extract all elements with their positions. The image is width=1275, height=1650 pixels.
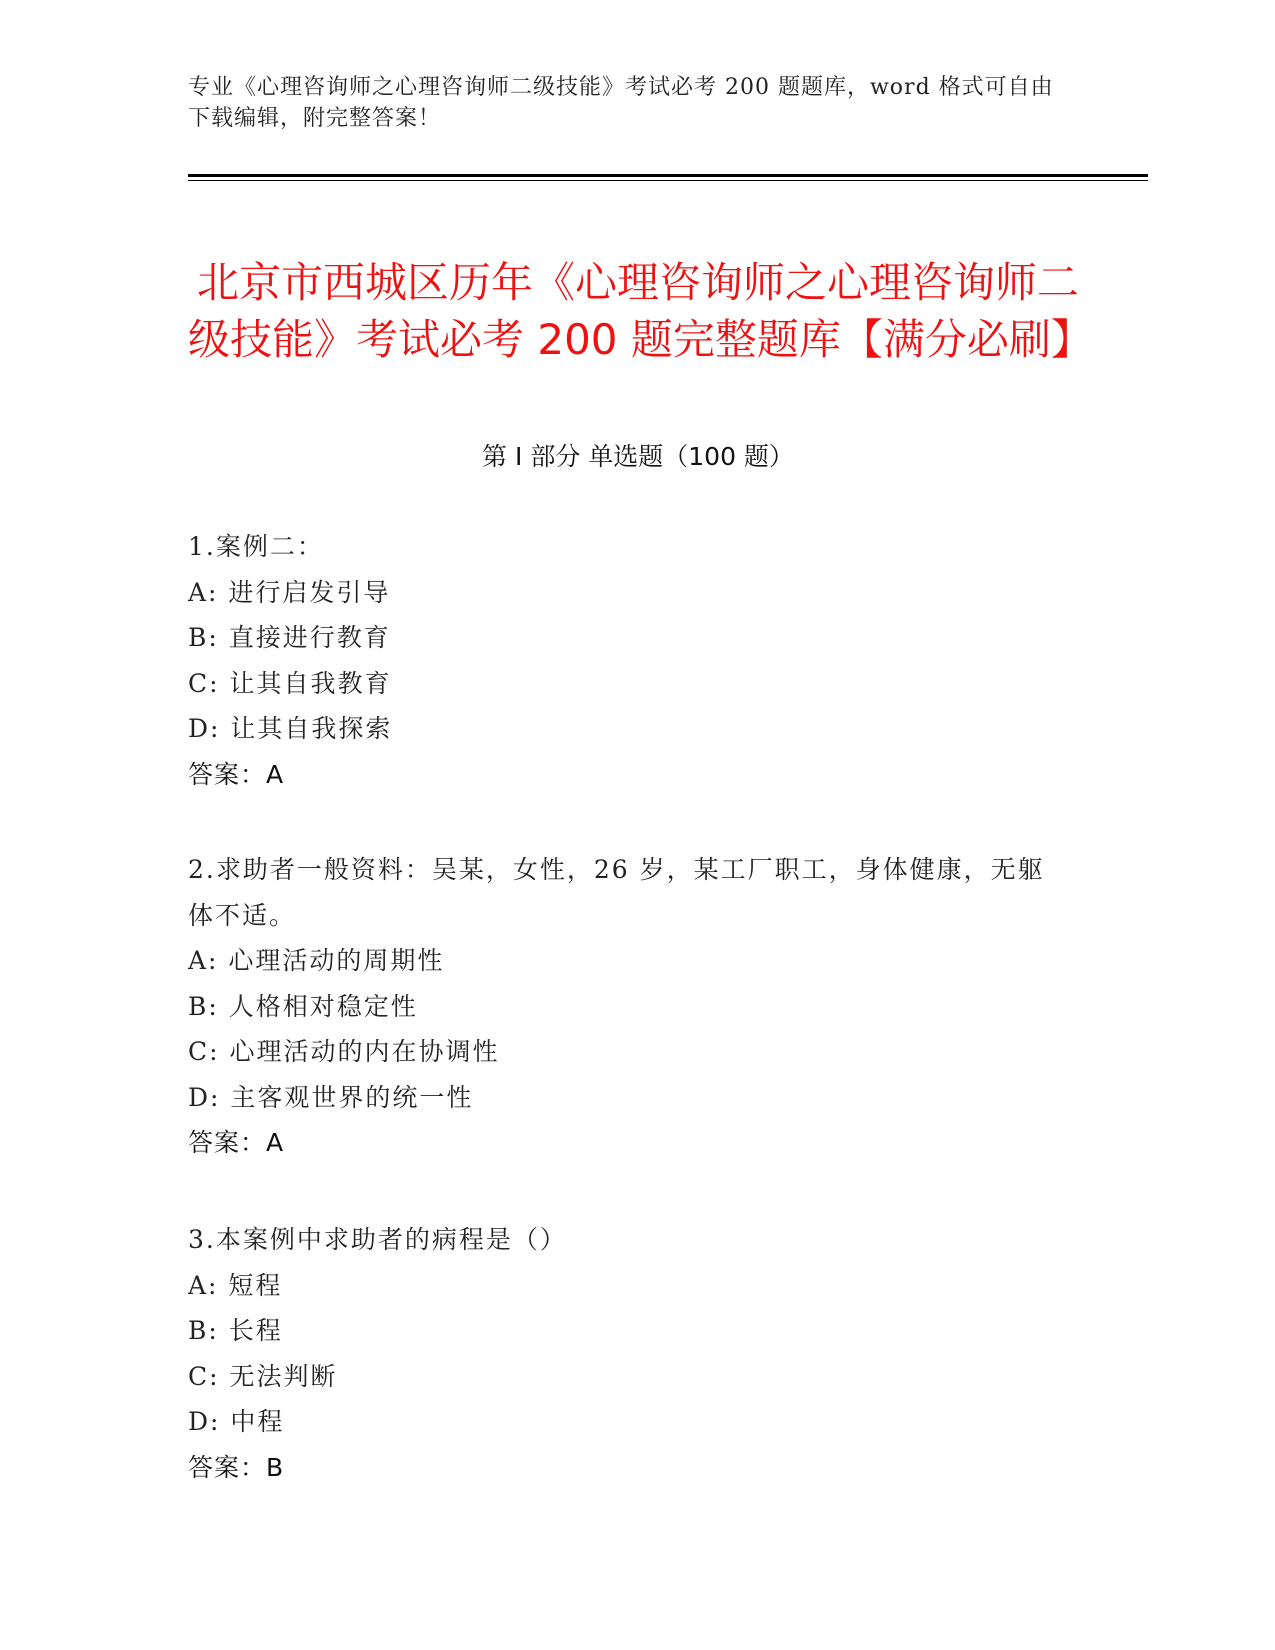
document-intro: 专业《心理咨询师之心理咨询师二级技能》考试必考 200 题题库，word 格式可自由下载编辑，附完整答案！ — [188, 75, 1054, 131]
answer: 答案：B — [188, 1452, 285, 1482]
option-c: C: 让其自我教育 — [188, 668, 392, 698]
option-a: A: 短程 — [188, 1270, 283, 1300]
question-stem: 1.案例二： — [188, 532, 324, 561]
question-stem: 3.本案例中求助者的病程是（） — [188, 1225, 567, 1254]
option-d: D: 让其自我探索 — [188, 714, 393, 743]
question-block-2 — [188, 847, 1068, 1166]
document-title: 北京市西城区历年《心理咨询师之心理咨询师二级技能》考试必考 200 题完整题库【满分必刷】 — [188, 258, 1093, 365]
option-a: A: 进行启发引导 — [188, 577, 391, 607]
option-c: C: 无法判断 — [188, 1361, 338, 1391]
option-b: B: 人格相对稳定性 — [188, 991, 418, 1021]
question-block-3 — [188, 1217, 1068, 1490]
option-a: A: 心理活动的周期性 — [188, 946, 445, 975]
question-stem: 2.求助者一般资料：吴某，女性，26 岁，某工厂职工，身体健康，无躯体不适。 — [188, 855, 1045, 930]
header-divider-thin — [188, 180, 1148, 181]
option-b: B: 直接进行教育 — [188, 623, 391, 652]
answer: 答案：A — [188, 759, 285, 789]
option-c: C: 心理活动的内在协调性 — [188, 1037, 500, 1066]
answer: 答案：A — [188, 1128, 285, 1157]
section-heading: 第 I 部分 单选题（100 题） — [482, 442, 794, 471]
header-divider-thick — [188, 174, 1148, 177]
option-d: D: 中程 — [188, 1407, 285, 1436]
question-block-1 — [188, 524, 1068, 797]
option-d: D: 主客观世界的统一性 — [188, 1082, 474, 1112]
option-b: B: 长程 — [188, 1316, 283, 1345]
